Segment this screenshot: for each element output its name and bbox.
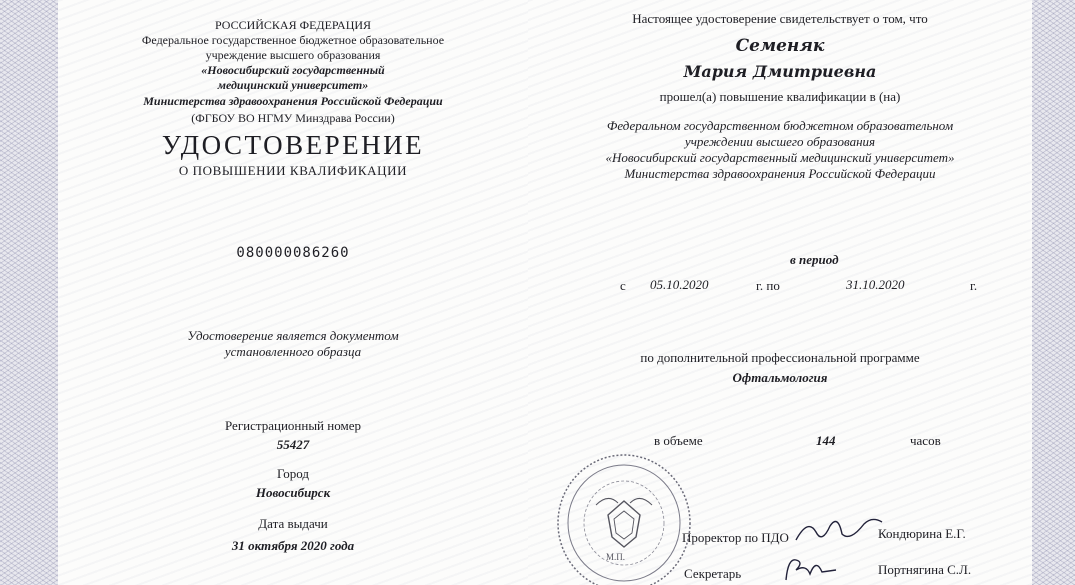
left-ornamental-border [0, 0, 58, 585]
city-value: Новосибирск [255, 485, 331, 500]
certificate-left-page [58, 0, 528, 585]
year-suffix: г. [970, 278, 978, 293]
secretary-label: Секретарь [684, 566, 742, 581]
institution-line-4: Министерства здравоохранения Российской Федерации [624, 166, 936, 181]
secretary-name: Портнягина С.Л. [878, 562, 972, 577]
org-abbreviation: (ФГБОУ ВО НГМУ Минздрава России) [191, 111, 395, 125]
program-name: Офтальмология [732, 370, 828, 385]
institution-line-1: Федеральном государственном бюджетном образовательном [606, 118, 954, 133]
volume-value: 144 [816, 433, 836, 448]
document-subtitle: О ПОВЫШЕНИИ КВАЛИФИКАЦИИ [178, 163, 408, 178]
stamp-mp-label: М.П. [606, 552, 626, 562]
validity-line-1: Удостоверение является документом [187, 328, 399, 343]
issue-date-value: 31 октября 2020 года [231, 538, 355, 553]
city-label: Город [276, 466, 310, 481]
intro-text: Настоящее удостоверение свидетельствует о том, что [632, 11, 928, 26]
holder-surname: Семеняк [735, 36, 825, 56]
issue-date-label: Дата выдачи [258, 516, 328, 531]
registration-number-value: 55427 [276, 437, 310, 452]
right-ornamental-border [1032, 0, 1075, 585]
completed-text: прошел(а) повышение квалификации в (на) [659, 89, 901, 104]
org-line-4: медицинский университет» [217, 78, 369, 92]
validity-line-2: установленного образца [224, 344, 362, 359]
period-label: в период [790, 252, 839, 267]
document-title: УДОСТОВЕРЕНИЕ [161, 130, 425, 160]
institution-line-3: «Новосибирский государственный медицинский университет» [605, 150, 955, 165]
institution-line-2: учреждении высшего образования [684, 134, 876, 149]
from-label: с [620, 278, 626, 293]
org-line-5: Министерства здравоохранения Российской Федерации [143, 94, 443, 108]
org-line-2: учреждение высшего образования [205, 48, 381, 62]
prorector-name: Кондюрина Е.Г. [878, 526, 966, 541]
volume-label: в объеме [654, 433, 703, 448]
secretary-signature-icon [782, 552, 842, 584]
registration-number-label: Регистрационный номер [225, 418, 361, 433]
hours-label: часов [910, 433, 941, 448]
to-label: г. по [756, 278, 780, 293]
date-from: 05.10.2020 [650, 277, 709, 292]
program-label: по дополнительной профессиональной программе [640, 350, 920, 365]
certificate-right-page [528, 0, 1032, 585]
org-line-3: «Новосибирский государственный [201, 63, 385, 77]
org-line-1: Федеральное государственное бюджетное образовательное [141, 33, 445, 47]
date-to: 31.10.2020 [846, 277, 905, 292]
prorector-signature-icon [794, 512, 884, 548]
serial-number: 080000086260 [236, 245, 350, 261]
country-heading: РОССИЙСКАЯ ФЕДЕРАЦИЯ [214, 18, 372, 32]
holder-given-names: Мария Дмитриевна [683, 62, 877, 81]
official-stamp-icon [548, 445, 698, 585]
prorector-label: Проректор по ПДО [682, 530, 789, 545]
